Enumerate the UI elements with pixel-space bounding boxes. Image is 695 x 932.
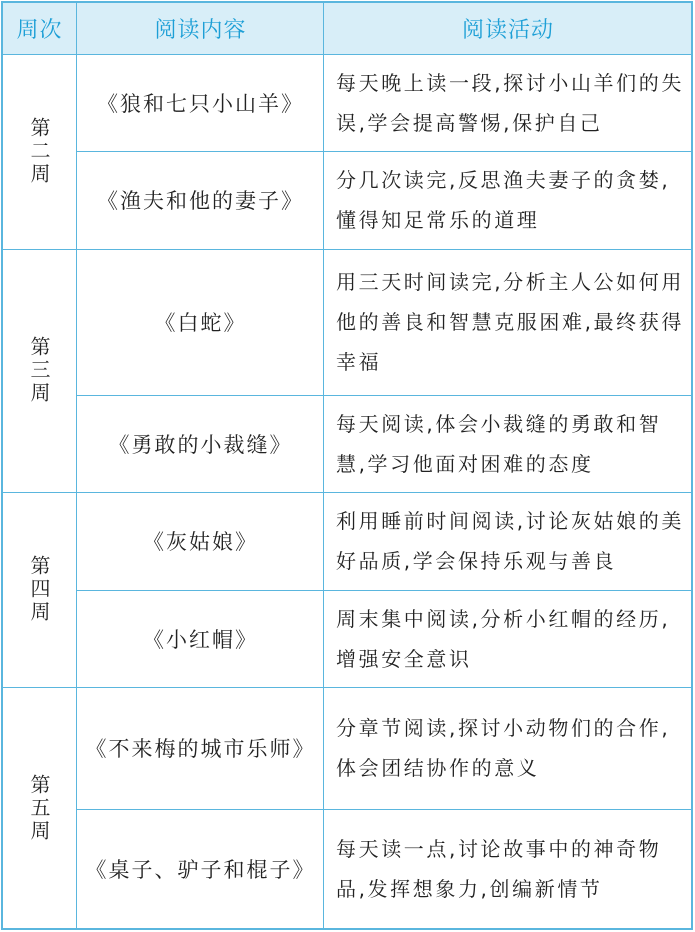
- reading-plan-table: [1, 1, 693, 930]
- week-label: 第四周: [27, 555, 51, 624]
- book-title: 《不来梅的城市乐师》: [85, 737, 316, 761]
- week-cell: [3, 492, 76, 687]
- week-label: 第五周: [27, 773, 51, 843]
- week-cell: [3, 249, 76, 492]
- activity-text: 周末集中阅读,分析小红帽的经历,增强安全意识: [336, 606, 671, 671]
- activity-text: 用三天时间读完,分析主人公如何用他的善良和智慧克服困难,最终获得幸福: [336, 270, 684, 374]
- column-divider: [323, 3, 324, 928]
- activity-text: 每天晚上读一段,探讨小山羊们的失误,学会提高警惕,保护自己: [336, 70, 684, 135]
- activity-text: 分章节阅读,探讨小动物们的合作,体会团结协作的意义: [336, 716, 671, 780]
- week-label: 第三周: [27, 336, 51, 405]
- activity-text: 分几次读完,反思渔夫妻子的贪婪,懂得知足常乐的道理: [336, 168, 671, 232]
- book-title: 《桌子、驴子和棍子》: [85, 858, 316, 882]
- book-title: 《渔夫和他的妻子》: [97, 189, 304, 213]
- activity-text: 每天读一点,讨论故事中的神奇物品,发挥想象力,创编新情节: [336, 837, 662, 901]
- column-divider: [76, 3, 77, 928]
- week-cell: [3, 54, 76, 249]
- activity-text: 利用睡前时间阅读,讨论灰姑娘的美好品质,学会保持乐观与善良: [336, 509, 684, 573]
- activity-text: 每天阅读,体会小裁缝的勇敢和智慧,学习他面对困难的态度: [336, 411, 662, 476]
- book-title: 《白蛇》: [154, 311, 247, 335]
- book-title: 《狼和七只小山羊》: [97, 91, 304, 116]
- header-activity: 阅读活动: [461, 18, 554, 43]
- header-content: 阅读内容: [154, 18, 247, 43]
- table-header: [3, 3, 691, 55]
- week-cell: [3, 687, 76, 929]
- book-title: 《小红帽》: [143, 627, 258, 652]
- book-title: 《灰姑娘》: [143, 530, 258, 554]
- book-title: 《勇敢的小裁缝》: [108, 432, 293, 457]
- header-week: 周次: [16, 18, 63, 43]
- week-label: 第二周: [27, 117, 51, 186]
